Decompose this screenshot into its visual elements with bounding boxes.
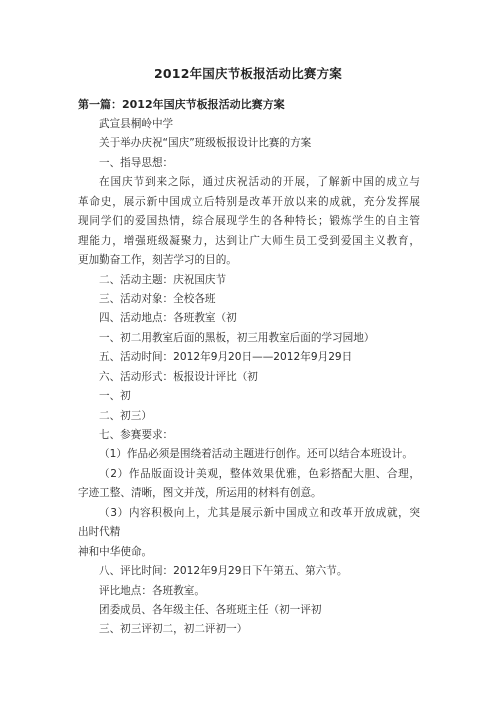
- judges-line: 团委成员、各年级主任、各班班主任（初一评初: [99, 603, 322, 616]
- activity-format-line: 六、活动形式：板报设计评比（初: [99, 370, 258, 383]
- requirements-heading: 七、参赛要求：: [99, 429, 174, 441]
- grade-line: 一、初: [99, 390, 131, 403]
- document-body: [78, 115, 420, 640]
- judges-line: 三、初三评初二，初二评初一）: [99, 623, 248, 636]
- school-name-line: 武宣县桐岭中学: [99, 118, 174, 130]
- requirement-item: （2）作品版面设计美观，整体效果优雅，色彩搭配大胆、合理，: [99, 467, 420, 480]
- requirement-item: 神和中华使命。: [78, 545, 153, 558]
- guiding-thought-heading: 一、指导思想：: [99, 156, 174, 169]
- document-title: 2012年国庆节板报活动比赛方案: [154, 66, 342, 81]
- grade-line: 二、初三）: [99, 409, 152, 422]
- activity-theme-line: 二、活动主题：庆祝国庆节: [99, 273, 227, 286]
- plan-subtitle-line: 关于举办庆祝“国庆”班级板报设计比赛的方案: [99, 137, 312, 150]
- paragraph-line: 更加勤奋工作，刻苦学习的目的。: [78, 254, 237, 267]
- paragraph-line: 在国庆节到来之际，通过庆祝活动的开展，了解新中国的成立与: [99, 176, 420, 189]
- activity-time-line: 五、活动时间：2012年9月20日——2012年9月29日: [99, 351, 353, 364]
- requirement-item: 字迹工整、清晰，图文并茂，所运用的材料有创意。: [78, 487, 322, 500]
- activity-target-line: 三、活动对象：全校各班: [99, 292, 216, 305]
- paragraph-line: 革命史，展示新中国成立后特别是改革开放以来的成就，充分发挥展: [78, 195, 420, 208]
- activity-location-detail-line: 一、初二用教室后面的黑板，初三用教室后面的学习园地）: [99, 331, 375, 344]
- paragraph-line: 现同学们的爱国热情，综合展现学生的各种特长；锻炼学生的自主管: [78, 215, 420, 228]
- judging-location-line: 评比地点：各班教室。: [99, 584, 205, 597]
- requirement-item: 出时代精: [78, 526, 121, 539]
- paragraph-line: 理能力，增强班级凝聚力，达到让广大师生员工受到爱国主义教育，: [78, 234, 420, 247]
- activity-location-line: 四、活动地点：各班教室（初: [99, 312, 237, 325]
- requirement-item: （3）内容积极向上，尤其是展示新中国成立和改革开放成就，突: [99, 506, 420, 519]
- section-heading: 第一篇：2012年国庆节板报活动比赛方案: [78, 98, 285, 111]
- judging-time-line: 八、评比时间：2012年9月29日下午第五、第六节。: [99, 565, 348, 578]
- requirement-item: （1）作品必须是围绕着活动主题进行创作。还可以结合本班设计。: [99, 448, 413, 461]
